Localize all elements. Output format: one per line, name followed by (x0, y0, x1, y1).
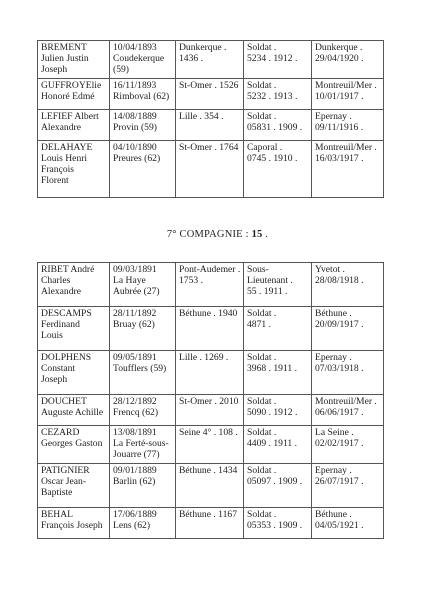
soldiers-table-1 (37, 40, 384, 198)
death-line: 20/09/1917 . (315, 319, 364, 331)
death-line: Montreuil/Mer . (315, 396, 377, 407)
recruitment-line: 1753 . (179, 275, 203, 287)
rank-line: Caporal . (247, 141, 283, 153)
name-line: Honoré Edmé (41, 90, 95, 102)
recruitment-line: Béthune . 1940 (179, 308, 238, 319)
name-line: Constant (41, 363, 76, 375)
name-cell (38, 463, 110, 507)
rank-cell (244, 507, 312, 538)
rank-line: 3968 . 1911 . (247, 363, 298, 375)
name-line: LEFIEF Albert (41, 110, 99, 122)
recruitment-line: Lille . 1269 . (179, 352, 229, 363)
birth-cell (110, 395, 176, 426)
name-line: DESCAMPS (41, 308, 92, 319)
rank-line: 5234 . 1912 . (247, 53, 298, 65)
rank-cell (244, 307, 312, 351)
rank-line: Soldat . (247, 396, 277, 407)
table-row (38, 351, 384, 395)
rank-line: Soldat . (247, 508, 277, 520)
recruitment-cell (176, 395, 244, 426)
name-cell (38, 307, 110, 351)
name-line: Joseph (41, 374, 68, 386)
recruitment-cell (176, 109, 244, 140)
company-heading (0, 229, 435, 240)
rank-line: Soldat . (247, 110, 277, 122)
company-heading-suffix: . (262, 229, 269, 240)
name-line: Baptiste (41, 487, 73, 499)
death-cell (312, 351, 384, 395)
birth-line: 09/01/1889 (113, 464, 157, 476)
name-line: Oscar Jean- (41, 475, 87, 487)
company-heading-label: 7° COMPAGNIE : (166, 229, 252, 240)
recruitment-line: St-Omer . 1526 (179, 79, 239, 91)
birth-cell (110, 140, 176, 197)
name-line: Louis Henri (41, 152, 88, 164)
death-cell (312, 307, 384, 351)
death-cell (312, 395, 384, 426)
death-line: 02/02/1917 . (315, 438, 364, 450)
birth-line: Bruay (62) (113, 319, 155, 331)
rank-line: 4409 . 1911 . (247, 438, 298, 450)
death-line: 09/11/1916 . (315, 121, 364, 133)
name-line: François (41, 164, 75, 176)
death-cell (312, 426, 384, 464)
name-line: DELAHAYE (41, 141, 93, 153)
rank-line: 4871 . (247, 319, 271, 331)
table-row (38, 426, 384, 464)
soldiers-table-2 (37, 262, 384, 539)
death-line: Montreuil/Mer . (315, 141, 377, 153)
death-line: 07/03/1918 . (315, 363, 364, 375)
birth-line: 10/04/1893 (113, 42, 157, 53)
death-line: La Seine . (315, 427, 354, 438)
table-row (38, 263, 384, 307)
rank-line: Soldat . (247, 427, 277, 438)
birth-line: Lens (62) (113, 519, 151, 531)
company-heading-count: 15 (251, 229, 263, 240)
recruitment-line: Seine 4° . 108 . (179, 427, 238, 438)
name-line: RIBET André (41, 264, 95, 275)
birth-cell (110, 78, 176, 109)
death-cell (312, 78, 384, 109)
name-cell (38, 426, 110, 464)
death-cell (312, 263, 384, 307)
name-line: Florent (41, 175, 69, 187)
rank-cell (244, 463, 312, 507)
birth-line: 14/08/1889 (113, 110, 157, 122)
death-line: Montreuil/Mer . (315, 79, 377, 91)
birth-line: (59) (113, 64, 129, 76)
name-line: DOLPHENS (41, 352, 92, 363)
table-row (38, 109, 384, 140)
birth-line: 17/06/1889 (113, 508, 157, 520)
name-line: Joseph (41, 64, 68, 76)
recruitment-cell (176, 263, 244, 307)
birth-line: Preures (62) (113, 152, 161, 164)
recruitment-cell (176, 307, 244, 351)
table-row (38, 41, 384, 79)
recruitment-line: 1436 . (179, 53, 203, 65)
rank-line: Sous- (247, 264, 269, 275)
recruitment-line: Lille . 354 . (179, 110, 224, 122)
name-line: DOUCHET (41, 396, 87, 407)
recruitment-line: Béthune . 1167 (179, 508, 237, 520)
recruitment-cell (176, 507, 244, 538)
birth-line: 13/08/1891 (113, 427, 157, 438)
birth-line: Jouarre (77) (113, 449, 160, 461)
birth-cell (110, 463, 176, 507)
rank-cell (244, 351, 312, 395)
recruitment-line: Béthune . 1434 (179, 464, 238, 476)
recruitment-cell (176, 351, 244, 395)
rank-line: 05097 . 1909 . (247, 475, 303, 487)
rank-line: Soldat . (247, 308, 277, 319)
rank-cell (244, 78, 312, 109)
birth-cell (110, 263, 176, 307)
birth-line: La Ferté-sous- (113, 438, 169, 450)
rank-line: Soldat . (247, 464, 277, 476)
death-line: 26/07/1917 . (315, 475, 364, 487)
recruitment-line: St-Omer . 1764 (179, 141, 239, 153)
name-line: PATIGNIER (41, 464, 90, 476)
death-cell (312, 109, 384, 140)
death-line: Dunkerque . (315, 42, 363, 53)
birth-line: 09/03/1891 (113, 264, 157, 275)
recruitment-line: Dunkerque . (179, 42, 227, 53)
name-cell (38, 78, 110, 109)
rank-cell (244, 140, 312, 197)
birth-cell (110, 307, 176, 351)
rank-line: 05353 . 1909 . (247, 519, 303, 531)
name-line: Ferdinand (41, 319, 80, 331)
birth-cell (110, 507, 176, 538)
name-line: Julien Justin (41, 53, 89, 65)
birth-line: Barlin (62) (113, 475, 156, 487)
rank-line: Soldat . (247, 352, 277, 363)
rank-cell (244, 263, 312, 307)
birth-cell (110, 351, 176, 395)
rank-line: 5090 . 1912 . (247, 407, 298, 419)
name-cell (38, 41, 110, 79)
death-line: Epernay . (315, 352, 352, 363)
recruitment-cell (176, 426, 244, 464)
name-line: François Joseph (41, 519, 103, 531)
rank-cell (244, 41, 312, 79)
rank-line: Soldat . (247, 42, 277, 53)
name-cell (38, 395, 110, 426)
birth-cell (110, 41, 176, 79)
name-line: CEZARD (41, 427, 80, 438)
rank-cell (244, 109, 312, 140)
birth-line: 04/10/1890 (113, 141, 157, 153)
table-row (38, 395, 384, 426)
table-row (38, 78, 384, 109)
death-line: Béthune . (315, 308, 352, 319)
recruitment-line: Pont-Audemer . (179, 264, 241, 275)
death-line: Epernay . (315, 464, 352, 476)
rank-line: 05831 . 1909 . (247, 121, 303, 133)
name-line: Georges Gaston (41, 438, 103, 450)
rank-line: 0745 . 1910 . (247, 152, 298, 164)
death-cell (312, 507, 384, 538)
death-line: 06/06/1917 . (315, 407, 364, 419)
birth-line: 16/11/1893 (113, 79, 157, 91)
death-line: 29/04/1920 . (315, 53, 364, 65)
name-cell (38, 109, 110, 140)
name-line: BREMENT (41, 42, 87, 53)
name-line: BEHAL (41, 508, 73, 520)
death-line: 28/08/1918 . (315, 275, 364, 287)
recruitment-cell (176, 463, 244, 507)
birth-line: Aubrée (27) (113, 286, 160, 298)
death-line: Yvetot . (315, 264, 345, 275)
recruitment-cell (176, 140, 244, 197)
name-line: Alexandre (41, 286, 81, 298)
birth-line: Coudekerque (113, 53, 165, 65)
name-line: Charles (41, 275, 71, 287)
death-line: Béthune . (315, 508, 352, 520)
birth-line: 09/05/1891 (113, 352, 157, 363)
recruitment-line: St-Omer . 2010 (179, 396, 239, 407)
death-line: 16/03/1917 . (315, 152, 364, 164)
name-line: GUFFROYElie (41, 79, 102, 91)
birth-line: Provin (59) (113, 121, 157, 133)
rank-cell (244, 395, 312, 426)
name-line: Alexandre (41, 121, 81, 133)
death-line: 10/01/1917 . (315, 90, 364, 102)
rank-line: 5232 . 1913 . (247, 90, 298, 102)
name-cell (38, 507, 110, 538)
name-cell (38, 140, 110, 197)
birth-line: 28/11/1892 (113, 308, 157, 319)
birth-line: 28/12/1892 (113, 396, 157, 407)
table-row (38, 307, 384, 351)
birth-line: Rimboval (62) (113, 90, 170, 102)
name-line: Auguste Achille (41, 407, 104, 419)
recruitment-cell (176, 41, 244, 79)
death-cell (312, 140, 384, 197)
table-row (38, 463, 384, 507)
rank-line: Lieutenant . (247, 275, 293, 287)
recruitment-cell (176, 78, 244, 109)
death-line: 04/05/1921 . (315, 519, 364, 531)
table-row (38, 140, 384, 197)
name-line: Louis (41, 330, 63, 342)
birth-line: Toufflers (59) (113, 363, 167, 375)
death-cell (312, 41, 384, 79)
birth-cell (110, 426, 176, 464)
name-cell (38, 351, 110, 395)
rank-line: 55 . 1911 . (247, 286, 288, 298)
birth-line: La Haye (113, 275, 146, 287)
birth-line: Frencq (62) (113, 407, 159, 419)
death-cell (312, 463, 384, 507)
table-row (38, 507, 384, 538)
birth-cell (110, 109, 176, 140)
name-cell (38, 263, 110, 307)
death-line: Epernay . (315, 110, 352, 122)
rank-cell (244, 426, 312, 464)
rank-line: Soldat . (247, 79, 277, 91)
